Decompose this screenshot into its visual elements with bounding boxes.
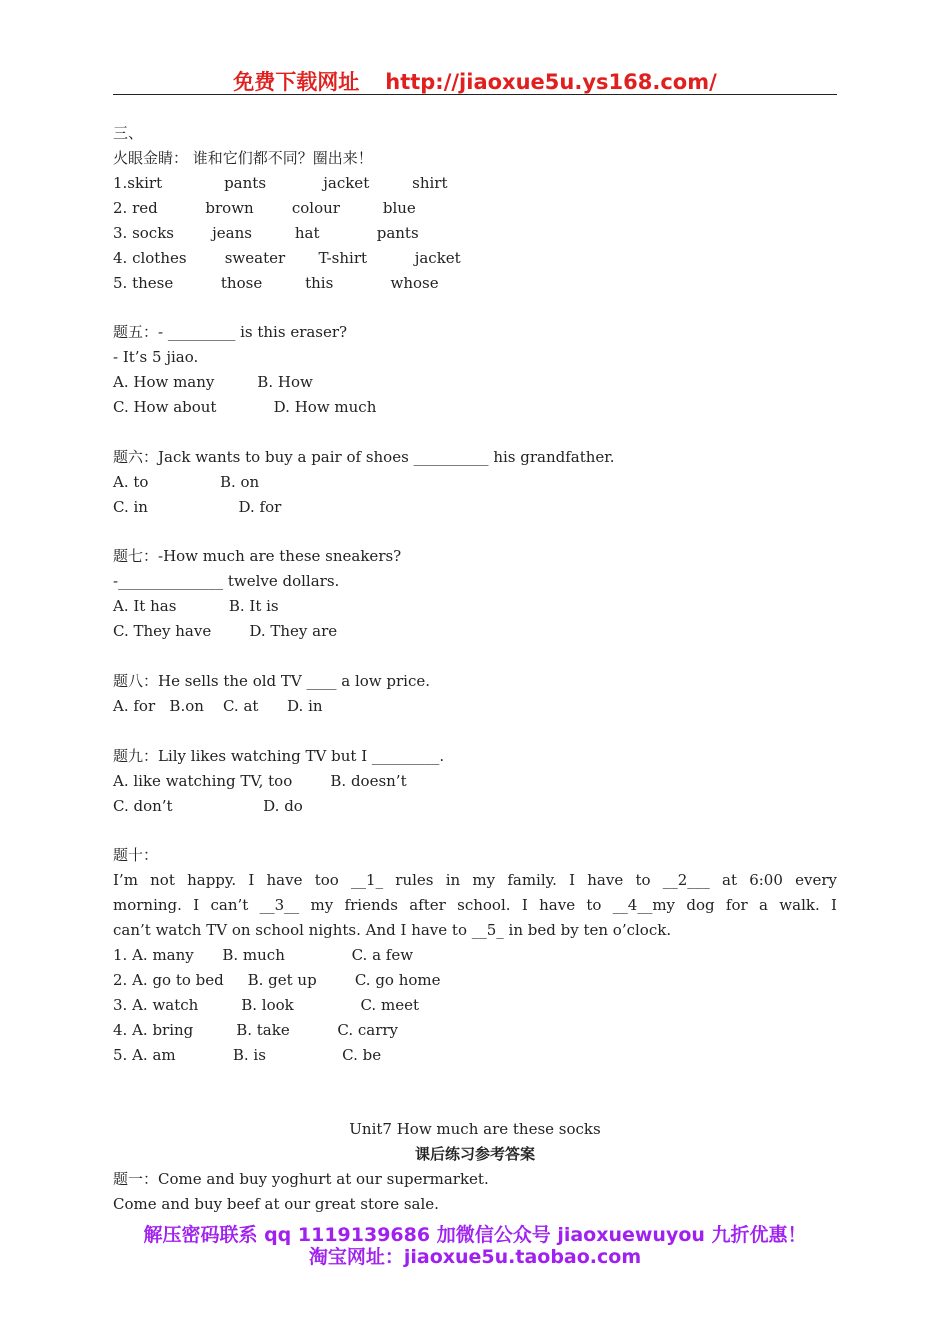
- cloze-passage-line-1: I’m not happy. I have too __1_ rules in my family. I have to __2___ at 6:00 every: [113, 871, 837, 889]
- odd-one-out-instruction: 火眼金睛： 谁和它们都不同？圈出来！: [113, 149, 373, 167]
- odd-one-out-item-5: 5. these those this whose: [113, 274, 439, 292]
- header-site-label: 免费下载网址: [233, 70, 360, 94]
- header-url-link[interactable]: http://jiaoxue5u.ys168.com/: [385, 70, 717, 94]
- question-6-options-cd: C. in D. for: [113, 498, 282, 516]
- header-divider: [113, 94, 837, 95]
- footer-contact-line: 解压密码联系 qq 1119139686 加微信公众号 jiaoxuewuyou 九折优惠！: [143, 1224, 807, 1246]
- answer-key-title: Unit7 How much are these socks: [349, 1120, 601, 1138]
- question-7-options-cd: C. They have D. They are: [113, 622, 338, 640]
- odd-one-out-item-4: 4. clothes sweater T-shirt jacket: [113, 249, 461, 267]
- page-header: [0, 66, 950, 96]
- section-three-heading: 三、: [113, 124, 144, 142]
- odd-one-out-item-1: 1.skirt pants jacket shirt: [113, 174, 448, 192]
- cloze-options-2: 2. A. go to bed B. get up C. go home: [113, 971, 441, 989]
- cloze-options-3: 3. A. watch B. look C. meet: [113, 996, 419, 1014]
- question-6-options-ab: A. to B. on: [113, 473, 260, 491]
- answer-key-subtitle: 课后练习参考答案: [414, 1145, 535, 1163]
- question-8-options: A. for B.on C. at D. in: [113, 697, 323, 715]
- question-10-heading: 题十：: [113, 846, 159, 864]
- question-9-stem: 题九：Lily likes watching TV but I _________.: [113, 747, 445, 765]
- footer-taobao-link[interactable]: 淘宝网址：jiaoxue5u.taobao.com: [308, 1246, 642, 1268]
- answer-line-2: Come and buy beef at our great store sale.: [113, 1195, 439, 1213]
- odd-one-out-item-3: 3. socks jeans hat pants: [113, 224, 419, 242]
- question-5-options-ab: A. How many B. How: [113, 373, 313, 391]
- cloze-options-1: 1. A. many B. much C. a few: [113, 946, 414, 964]
- question-9-options-ab: A. like watching TV, too B. doesn’t: [113, 772, 407, 790]
- question-5-stem: 题五：- _________ is this eraser?: [113, 323, 348, 341]
- question-7-options-ab: A. It has B. It is: [113, 597, 279, 615]
- question-8-stem: 题八：He sells the old TV ____ a low price.: [113, 672, 431, 690]
- question-9-options-cd: C. don’t D. do: [113, 797, 303, 815]
- question-5-response: - It’s 5 jiao.: [113, 348, 199, 366]
- cloze-passage-line-3: can’t watch TV on school nights. And I have to __5_ in bed by ten o’clock.: [113, 921, 672, 939]
- odd-one-out-item-2: 2. red brown colour blue: [113, 199, 416, 217]
- cloze-options-5: 5. A. am B. is C. be: [113, 1046, 382, 1064]
- cloze-options-4: 4. A. bring B. take C. carry: [113, 1021, 399, 1039]
- question-7-stem: 题七：-How much are these sneakers?: [113, 547, 402, 565]
- answer-line-1: 题一：Come and buy yoghurt at our supermarket.: [113, 1170, 489, 1188]
- cloze-passage-line-2: morning. I can’t __3__ my friends after school. I have to __4__my dog for a walk. I: [113, 896, 837, 914]
- question-5-options-cd: C. How about D. How much: [113, 398, 377, 416]
- question-6-stem: 题六：Jack wants to buy a pair of shoes __________ his grandfather.: [113, 448, 615, 466]
- question-7-response: -______________ twelve dollars.: [113, 572, 340, 590]
